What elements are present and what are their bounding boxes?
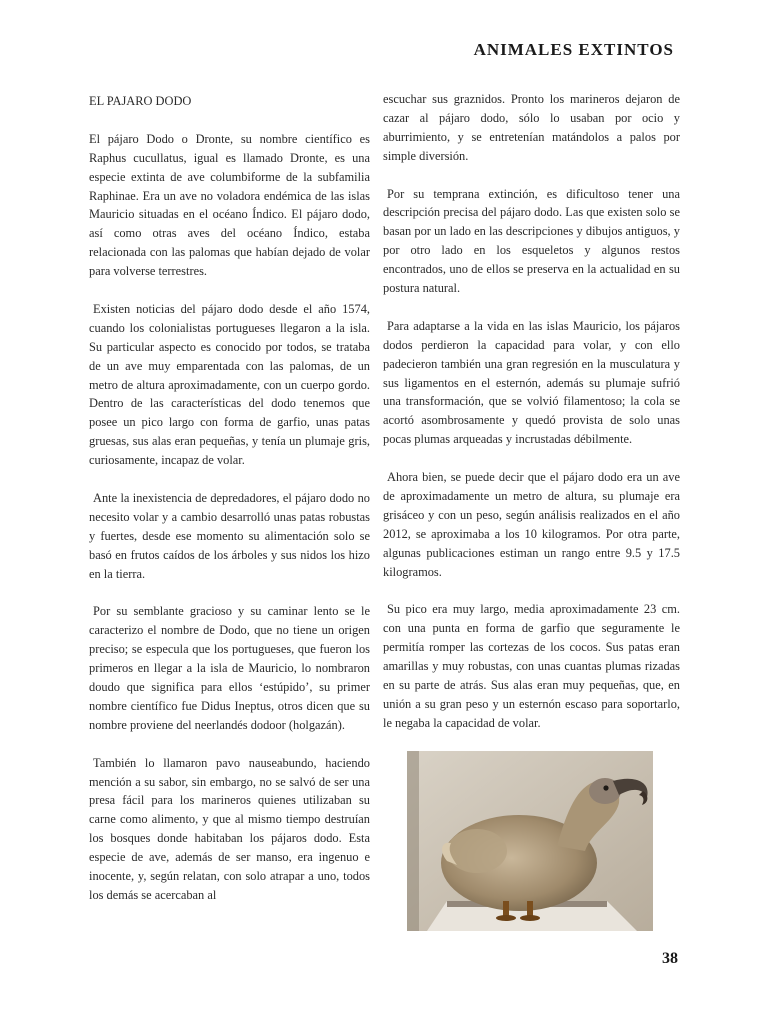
paragraph: Ante la inexistencia de depredadores, el pájaro dodo no necesito volar y a cambio desarrolló unas patas robustas y fuertes, desde ese momento su alimentación solo se basó en frutos caídos de los árboles y sus nidos los hizo en la tierra. bbox=[89, 490, 370, 581]
running-header: ANIMALES EXTINTOS bbox=[473, 40, 674, 59]
paragraph: escuchar sus graznidos. Pronto los marineros dejaron de cazar al pájaro dodo, sólo lo usaban por ocio y aburrimiento, y se entretenían matándolos a palos por simple diversión. bbox=[383, 92, 680, 163]
dodo-photo bbox=[407, 751, 653, 931]
page-number: 38 bbox=[662, 950, 678, 967]
paragraph: El pájaro Dodo o Dronte, su nombre científico es Raphus cucullatus, igual es llamado Dronte, es una especie extinta de ave columbiforme de la subfamilia Raphinae. Era un ave no voladora endémica de las islas Mauricio situadas en el océano Índico. El pájaro dodo, así como otras aves del océano Índico, estaba relacionada con las palomas que habían dejado de volar para volverse terrestres. bbox=[89, 131, 370, 279]
paragraph: Su pico era muy largo, media aproximadamente 23 cm. con una punta en forma de garfio que seguramente le permitía romper las cortezas de los cocos. Sus patas eran amarillas y muy robustas, con unas cuantas plumas rizadas en su parte de atrás. Sus alas eran muy pequeñas, que, en unión a su gran peso y un esternón escaso para soportarlo, le negaba la capacidad de volar. bbox=[383, 602, 680, 730]
paragraph: Existen noticias del pájaro dodo desde el año 1574, cuando los colonialistas portugueses llegaron a la isla. Su particular aspecto es conocido por todos, se trataba de un ave muy emparentada con las palomas, de un metro de altura aproximadamente, con un cuerpo gordo. Dentro de las características del dodo tenemos que posee un pico largo con forma de garfio, unas patas gruesas, sus alas eran pequeñas, y tenía un plumaje gris, curiosamente, incapaz de volar. bbox=[89, 301, 370, 468]
paragraph: Por su temprana extinción, es dificultoso tener una descripción precisa del pájaro dodo. Las que existen solo se basan por un lado en las descripciones y dibujos antiguos, y por otro lado en los esqueletos y algunos restos encontrados, uno de ellos se preserva en la actualidad en su postura natural. bbox=[383, 186, 680, 296]
left-column bbox=[89, 92, 370, 924]
right-column bbox=[383, 90, 680, 752]
paragraph: Por su semblante gracioso y su caminar lento se le caracterizo el nombre de Dodo, que no tiene un origen preciso; se especula que los portugueses, que fueron los primeros en llegar a la isla de Mauricio, lo nombraron doudo que significa para ellos ‘estúpido’, su primer nombre científico fue Didus Ineptus, otros dicen que su nombre proviene del neerlandés dodoor (holgazán). bbox=[89, 604, 370, 732]
paragraph: Para adaptarse a la vida en las islas Mauricio, los pájaros dodos perdieron la capacidad para volar, y con ello padecieron también una gran regresión en la musculatura y sus ligamentos en el esternón, además su plumaje sufrió una transformación, que se volvió filamentoso; la cola se acortó asombrosamente y quedó provista de solo unas pocas plumas arqueadas y incrustadas débilmente. bbox=[383, 318, 680, 447]
article-title: EL PAJARO DODO bbox=[89, 94, 192, 108]
paragraph: Ahora bien, se puede decir que el pájaro dodo era un ave de aproximadamente un metro de altura, su plumaje era grisáceo y con un peso, según análisis realizados en el año 2012, se aproximaba a los 10 kilogramos. Por otra parte, algunas publicaciones estiman un rango entre 9.5 y 17.5 kilogramos. bbox=[383, 470, 680, 579]
paragraph: También lo llamaron pavo nauseabundo, haciendo mención a su sabor, sin embargo, no se salvó de ser una presa fácil para los marineros quienes utilizaban su carne como alimento, y que al mismo tiempo destruían los bosques donde habitaban los pájaros dodo. Esta especie de ave, además de ser manso, era ingenuo e inocente, y, según relatan, con solo atrapar a uno, todos los demás se acercaban al bbox=[89, 755, 370, 902]
